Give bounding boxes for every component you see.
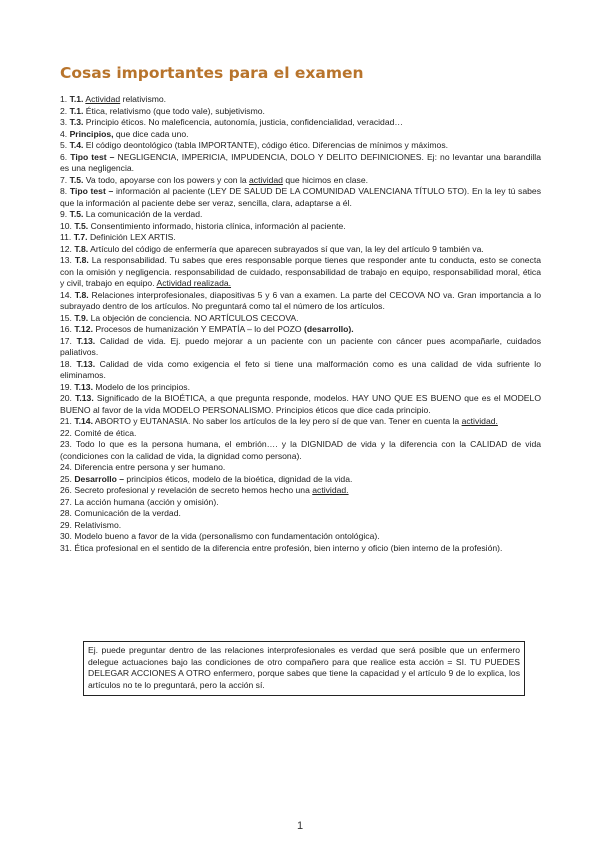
list-item <box>60 439 541 462</box>
bold-text: T.5. <box>69 209 84 219</box>
item-text: que dice cada uno. <box>113 128 189 139</box>
bold-text: T.13. <box>76 358 96 369</box>
item-text: 7. <box>60 174 70 185</box>
underlined-text: Actividad <box>85 94 121 104</box>
item-text: Definición LEX ARTIS. <box>87 232 176 242</box>
item-text: 24. Diferencia entre persona y ser humano. <box>60 462 226 472</box>
item-text: 31. Ética profesional en el sentido de la diferencia entre profesión, bien interno y oficio (bien interno de la profesión). <box>60 542 503 553</box>
bold-text: T.7. <box>73 232 88 242</box>
item-text: Modelo de los principios. <box>92 381 190 392</box>
item-text: NEGLIGENCIA, IMPERICIA, IMPUDENCIA, DOLO Y DELITO DEFINICIONES. Ej: no levantar una barandilla es una negligencia. <box>60 151 541 173</box>
item-text: Principio éticos. No maleficencia, autonomía, justicia, confidencialidad, veracidad… <box>83 117 403 127</box>
item-text: 19. <box>60 381 75 392</box>
item-text: 9. <box>60 209 70 219</box>
list-item <box>60 508 541 520</box>
list-item <box>60 94 541 106</box>
list-item <box>60 474 541 486</box>
page-number: 1 <box>296 820 304 832</box>
bold-text: T.14. <box>74 416 93 426</box>
item-text: 15. <box>60 312 75 323</box>
item-text: principios éticos, modelo de la bioética, dignidad de la vida. <box>124 473 353 484</box>
list-item <box>60 255 541 290</box>
bold-text: T.13. <box>76 335 96 346</box>
item-text: 16. <box>60 324 75 334</box>
underlined-text: actividad. <box>461 416 498 426</box>
list-item <box>60 462 541 474</box>
page-title: Cosas importantes para el examen <box>60 64 364 82</box>
list-item <box>60 186 541 209</box>
item-text: 2. <box>60 105 70 116</box>
list-item <box>60 428 541 440</box>
item-text: 22. Comité de ética. <box>60 427 137 438</box>
bold-text: T.5. <box>69 174 84 185</box>
item-text: ABORTO y EUTANASIA. No saber los artículos de la ley pero sí de que van. Tener en cuenta la <box>92 416 462 426</box>
bold-text: T.3. <box>69 117 84 127</box>
item-text: 18. <box>60 358 77 369</box>
item-text: 12. <box>60 243 75 254</box>
list-item <box>60 129 541 141</box>
item-text: Consentimiento informado, historia clínica, información al paciente. <box>88 220 346 231</box>
bold-text: Tipo test – <box>70 151 115 162</box>
item-text: información al paciente (LEY DE SALUD DE LA COMUNIDAD VALENCIANA TÍTULO 5TO). En la ley tú sabes que la información al paciente debe ser veraz, sencilla, clara, adaptarse a él. <box>60 186 541 208</box>
item-text: 23. Todo lo que es la persona humana, el embrión…. y la DIGNIDAD de vida y la diferencia con la CALIDAD de vida (condiciones con la calidad de vida, la dignidad como persona). <box>60 439 541 461</box>
bold-text: Desarrollo – <box>74 473 125 484</box>
list-item <box>60 232 541 244</box>
list-item <box>60 543 541 555</box>
list-item <box>60 416 541 428</box>
list-item <box>60 520 541 532</box>
item-text: Va todo, apoyarse con los powers y con la <box>83 174 250 185</box>
item-text: Artículo del código de enfermería que aparecen subrayados sí que van, la ley del artículo 9 también va. <box>88 243 484 254</box>
underlined-text: actividad <box>249 174 283 185</box>
list-item <box>60 140 541 152</box>
item-text: La objeción de conciencia. NO ARTÍCULOS CECOVA. <box>88 312 299 323</box>
bold-text: T.13. <box>74 381 93 392</box>
item-text: 14. <box>60 289 75 300</box>
bold-text: (desarrollo). <box>303 324 354 334</box>
item-text: 13. <box>60 255 75 265</box>
list-item <box>60 209 541 221</box>
list-item <box>60 324 541 336</box>
bold-text: Principios, <box>69 128 114 139</box>
item-text: Significado de la BIOÉTICA, a que pregunta responde, modelos. HAY UNO QUE ES BUENO que es el MODELO BUENO al favor de la vida MODELO PERSONALISMO. Principios éticos que dice cada principio. <box>60 393 542 415</box>
underlined-text: Actividad realizada. <box>156 278 232 288</box>
item-text: 17. <box>60 335 77 346</box>
item-text: 30. Modelo bueno a favor de la vida (personalismo con fundamentación ontológica). <box>60 531 380 541</box>
list-item <box>60 313 541 325</box>
underlined-text: actividad. <box>312 485 349 495</box>
list-item <box>60 117 541 129</box>
item-text: 11. <box>60 232 74 242</box>
example-note-box: Ej. puede preguntar dentro de las relaciones interprofesionales es verdad que será posible que un enfermero delegue actuaciones bajo las condiciones de otro compañero para que realice esta acción = SI. TU PUEDES DELEGAR ACCIONES A OTRO enfermero, porque sabes que tiene la capacidad y el artículo 9 de lo explica, los artículos no te lo preguntará, pero la acción sí. <box>83 641 525 696</box>
item-text: 25. <box>60 473 75 484</box>
item-text: 6. <box>60 151 71 162</box>
bold-text: Tipo test – <box>69 186 114 196</box>
bold-text: T.8. <box>74 255 89 265</box>
bold-text: T.9. <box>74 312 89 323</box>
item-text: 29. Relativismo. <box>60 519 122 530</box>
item-text: 5. <box>60 140 70 150</box>
item-text: Calidad de vida como exigencia el feto si tiene una malformación como es una calidad de vida sufriente lo eliminamos. <box>60 358 541 380</box>
item-text: Relaciones interprofesionales, diapositivas 5 y 6 van a examen. La parte del CECOVA NO va. Gran importancia a lo subrayado dentro de los artículos. No preguntará como tal el número de los artículos. <box>60 289 541 311</box>
item-text: 8. <box>60 186 70 196</box>
list-item <box>60 497 541 509</box>
list-item <box>60 336 541 359</box>
item-text: 26. Secreto profesional y revelación de secreto hemos hecho una <box>60 485 313 495</box>
list-item <box>60 106 541 118</box>
bold-text: T.1. <box>69 94 84 104</box>
item-text: 4. <box>60 128 70 139</box>
list-item <box>60 152 541 175</box>
bold-text: T.8. <box>74 289 89 300</box>
item-text: La responsabilidad. Tu sabes que eres responsable porque tienes que responder ante tu conducta, esto se conecta con la omisión y negligencia. responsabilidad de cuidado, responsabilidad de trabajo en equipo, responsabilidad moral, ética y civil, trabajo en equipo. <box>60 255 541 288</box>
item-text: Procesos de humanización Y EMPATÍA – lo del POZO <box>92 324 304 334</box>
bold-text: T.12. <box>74 324 93 334</box>
item-text: que hicimos en clase. <box>282 174 368 185</box>
list-item <box>60 393 541 416</box>
item-text: 10. <box>60 220 75 231</box>
bold-text: T.4. <box>69 140 84 150</box>
item-text: relativismo. <box>120 94 167 104</box>
list-item <box>60 359 541 382</box>
list-item <box>60 382 541 394</box>
item-text: 27. La acción humana (acción y omisión). <box>60 496 219 507</box>
item-text: 21. <box>60 416 75 426</box>
item-text: 1. <box>60 94 70 104</box>
bold-text: T.13. <box>75 393 94 403</box>
list-item <box>60 485 541 497</box>
item-text: 20. <box>60 393 76 403</box>
list-item <box>60 175 541 187</box>
list-item <box>60 290 541 313</box>
item-text: La comunicación de la verdad. <box>83 209 203 219</box>
bold-text: T.8. <box>74 243 89 254</box>
bold-text: T.5. <box>74 220 89 231</box>
bold-text: T.1. <box>69 105 84 116</box>
item-text: Ética, relativismo (que todo vale), subjetivismo. <box>83 105 265 116</box>
item-text: Calidad de vida. Ej. puedo mejorar a un paciente con un paciente con cáncer pues acompañarle, cuidados paliativos. <box>60 335 541 357</box>
list-item <box>60 221 541 233</box>
list-item <box>60 244 541 256</box>
list-item <box>60 531 541 543</box>
study-items-list <box>60 94 541 554</box>
item-text: El código deontológico (tabla IMPORTANTE), código ético. Diferencias de mínimos y máximos. <box>83 140 449 150</box>
item-text: 3. <box>60 117 70 127</box>
item-text: 28. Comunicación de la verdad. <box>60 508 181 518</box>
